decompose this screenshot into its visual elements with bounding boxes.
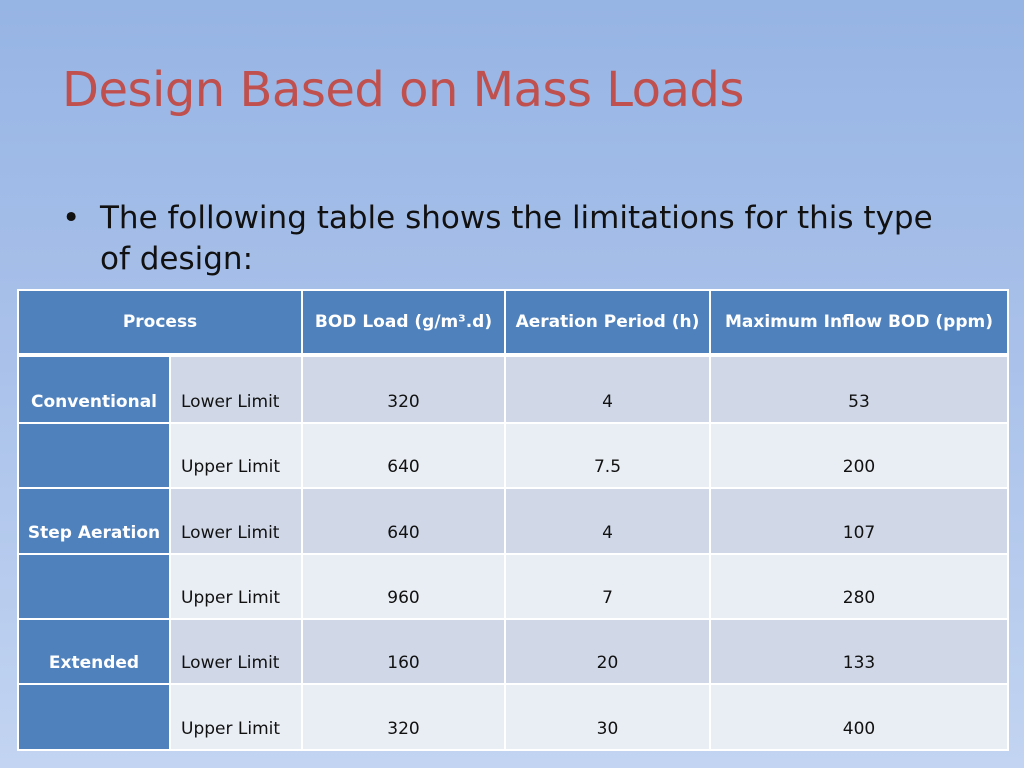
table-row [18,684,1008,750]
aeration-period-cell: 30 [505,684,710,750]
table-row [18,619,1008,684]
bod-load-cell: 160 [302,619,505,684]
bod-load-cell: 320 [302,355,505,423]
process-cell: Extended [18,619,170,684]
header-aeration-period: Aeration Period (h) [505,290,710,355]
slide-title: Design Based on Mass Loads [62,62,744,118]
bod-load-cell: 960 [302,554,505,619]
aeration-period-cell: 4 [505,355,710,423]
header-bod-load: BOD Load (g/m³.d) [302,290,505,355]
header-process: Process [18,290,302,355]
limit-cell: Upper Limit [170,423,302,488]
table-row [18,488,1008,553]
aeration-period-cell: 7 [505,554,710,619]
max-inflow-bod-cell: 107 [710,488,1008,553]
limit-cell: Lower Limit [170,355,302,423]
bod-load-cell: 640 [302,488,505,553]
limit-cell: Upper Limit [170,554,302,619]
process-cell: Step Aeration [18,488,170,553]
table-row [18,423,1008,488]
table-header-row [18,290,1008,355]
limit-cell: Lower Limit [170,488,302,553]
limits-table [17,289,1009,751]
bullet-point [62,198,942,280]
max-inflow-bod-cell: 200 [710,423,1008,488]
max-inflow-bod-cell: 400 [710,684,1008,750]
process-cell [18,554,170,619]
process-cell: Conventional [18,355,170,423]
max-inflow-bod-cell: 53 [710,355,1008,423]
process-cell [18,684,170,750]
max-inflow-bod-cell: 133 [710,619,1008,684]
aeration-period-cell: 20 [505,619,710,684]
limit-cell: Lower Limit [170,619,302,684]
bullet-dot-icon: • [62,200,81,236]
max-inflow-bod-cell: 280 [710,554,1008,619]
bod-load-cell: 320 [302,684,505,750]
table-row [18,355,1008,423]
bullet-text: The following table shows the limitations for this type of design: [100,200,933,277]
limit-cell: Upper Limit [170,684,302,750]
aeration-period-cell: 7.5 [505,423,710,488]
table-row [18,554,1008,619]
aeration-period-cell: 4 [505,488,710,553]
bod-load-cell: 640 [302,423,505,488]
header-max-inflow-bod: Maximum Inflow BOD (ppm) [710,290,1008,355]
process-cell [18,423,170,488]
